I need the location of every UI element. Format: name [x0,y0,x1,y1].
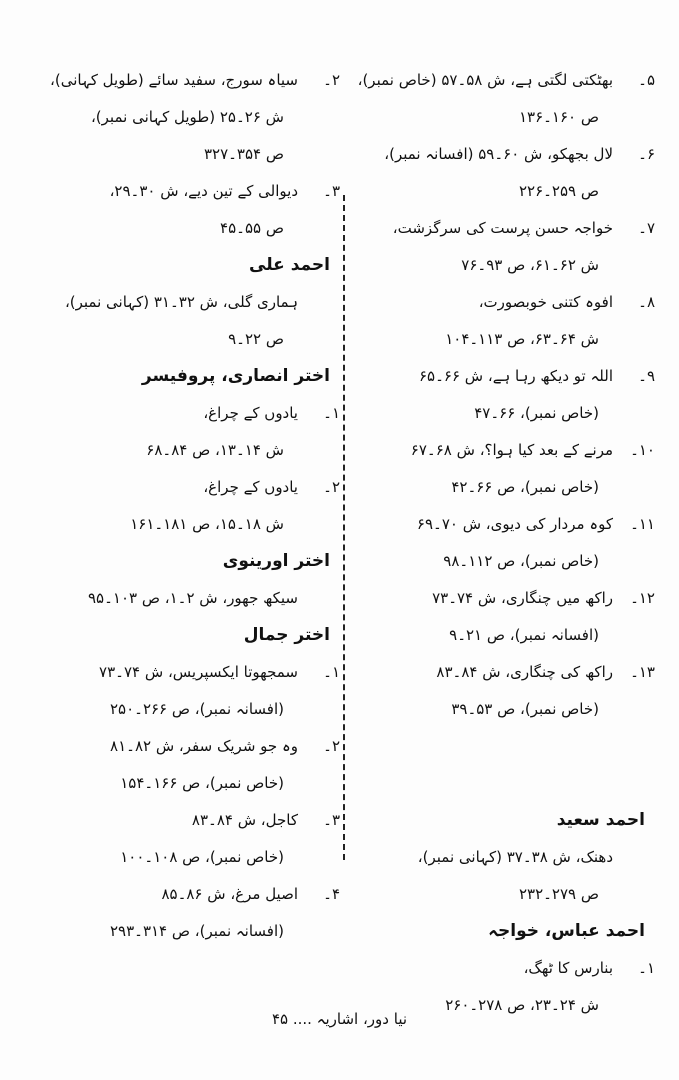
entry-line [360,432,655,469]
entry-text: سیکھ جھور، ش ۲۔۱، ص ۱۰۳۔۹۵ [87,589,298,607]
entry-number: ۱۱۔ [630,515,655,533]
entry-line [360,469,655,506]
entry-line [360,617,655,654]
author-heading: احمد سعید [556,810,645,830]
entry-text: ش ۱۸۔۱۵، ص ۱۸۱۔۱۶۱ [130,515,284,533]
entry-line [40,728,340,765]
entry-text: دیوالی کے تین دیے، ش ۳۰۔۲۹، [109,182,298,200]
entry-number: ۲۔ [323,71,340,89]
entry-line [360,395,655,432]
entry-number: ۳۔ [323,811,340,829]
entry-number: ۱۔ [638,959,655,977]
author-heading: اختر انصاری، پروفیسر [141,366,330,386]
entry-number: ۲۔ [323,737,340,755]
entry-line [40,173,340,210]
entry-line [360,210,655,247]
entry-number: ۸۔ [638,293,655,311]
entry-text: (خاص نمبر)، ص ۱۶۶۔۱۵۴ [120,774,284,792]
right-column [357,62,655,1024]
entry-line [360,543,655,580]
entry-text: (افسانہ نمبر)، ص ۲۱۔۹ [449,626,599,644]
entry-text: کوہ مردار کی دیوی، ش ۷۰۔۶۹ [416,515,613,533]
entry-text: (افسانہ نمبر)، ص ۳۱۴۔۲۹۳ [109,922,284,940]
entry-text: ص ۳۵۴۔۳۲۷ [203,145,284,163]
entry-text: ہماری گلی، ش ۳۲۔۳۱ (کہانی نمبر)، [64,293,298,311]
entry-line [40,802,340,839]
entry-text: سمجھوتا ایکسپریس، ش ۷۴۔۷۳ [99,663,298,681]
entry-text: ش ۶۲۔۶۱، ص ۹۳۔۷۶ [461,256,599,274]
entry-number: ۱۔ [323,663,340,681]
entry-line [360,839,655,876]
entry-number: ۷۔ [638,219,655,237]
entry-number: ۱۲۔ [630,589,655,607]
entry-text: دھنک، ش ۳۸۔۳۷ (کہانی نمبر)، [417,848,613,866]
entry-number: ۹۔ [638,367,655,385]
entry-line [360,136,655,173]
entry-text: (خاص نمبر)، ص ۱۱۲۔۹۸ [443,552,599,570]
author-heading: احمد عباس، خواجہ [488,921,645,941]
entry-text: (خاص نمبر)، ص ۶۶۔۴۲ [451,478,599,496]
entry-line [40,395,340,432]
entry-line [40,136,340,173]
entry-text: ش ۶۴۔۶۳، ص ۱۱۳۔۱۰۴ [445,330,599,348]
entry-line [40,99,340,136]
entry-text: ش ۲۴۔۲۳، ص ۲۷۸۔۲۶۰ [445,996,599,1014]
entry-line [40,654,340,691]
entry-text: ص ۲۲۔۹ [228,330,284,348]
entry-line [40,839,340,876]
entry-text: لال بجھکو، ش ۶۰۔۵۹ (افسانہ نمبر)، [384,145,613,163]
entry-line [357,62,655,99]
entry-text: (خاص نمبر)، ص ۱۰۸۔۱۰۰ [120,848,284,866]
entry-text: ص ۲۵۹۔۲۲۶ [518,182,599,200]
entry-number: ۱۰۔ [630,441,655,459]
entry-line [40,876,340,913]
entry-line [360,654,655,691]
entry-line [40,62,340,99]
entry-text: خواجہ حسن پرست کی سرگزشت، [392,219,613,237]
entry-line [360,321,655,358]
entry-text: سیاہ سورج، سفید سائے (طویل کہانی)، [50,71,298,89]
entry-line [40,432,340,469]
entry-line [40,469,340,506]
entry-line [360,580,655,617]
entry-number: ۱۔ [323,404,340,422]
entry-line [360,173,655,210]
entry-line [360,284,655,321]
entry-line [40,913,340,950]
entry-text: اللہ تو دیکھ رہا ہے، ش ۶۶۔۶۵ [418,367,613,385]
entry-line [40,765,340,802]
entry-line [360,506,655,543]
entry-text: کاجل، ش ۸۴۔۸۳ [191,811,298,829]
entry-line [40,321,340,358]
entry-text: بنارس کا ٹھگ، [523,959,613,977]
entry-number: ۶۔ [638,145,655,163]
entry-text: اصیل مرغ، ش ۸۶۔۸۵ [161,885,298,903]
entry-line [360,876,655,913]
entry-text: وہ جو شریک سفر، ش ۸۲۔۸۱ [110,737,298,755]
entry-text: مرنے کے بعد کیا ہوا؟، ش ۶۸۔۶۷ [410,441,613,459]
entry-text: یادوں کے چراغ، [203,404,298,422]
page-footer: نیا دور، اشاریہ .... ۴۵ [271,1010,408,1028]
entry-text: ص ۲۷۹۔۲۳۲ [518,885,599,903]
entry-line [360,247,655,284]
entry-line [360,728,655,765]
entry-number: ۲۔ [323,478,340,496]
entry-text: ص ۵۵۔۴۵ [220,219,284,237]
entry-line [360,358,655,395]
entry-number: ۳۔ [323,182,340,200]
entry-text: (افسانہ نمبر)، ص ۲۶۶۔۲۵۰ [109,700,284,718]
entry-line [40,691,340,728]
entry-text: راکھ کی چنگاری، ش ۸۴۔۸۳ [436,663,613,681]
entry-text: یادوں کے چراغ، [203,478,298,496]
entry-number: ۵۔ [638,71,655,89]
entry-text: ش ۲۶۔۲۵ (طویل کہانی نمبر)، [90,108,284,126]
entry-text: (خاص نمبر)، ص ۵۳۔۳۹ [451,700,599,718]
column-divider [343,195,345,860]
author-heading: اختر جمال [243,625,330,645]
entry-line [360,765,655,802]
entry-text: بھٹکتی لگتی ہے، ش ۵۸۔۵۷ (خاص نمبر)، [357,71,613,89]
entry-text: راکھ میں چنگاری، ش ۷۴۔۷۳ [432,589,613,607]
entry-line [40,506,340,543]
entry-text: ش ۱۴۔۱۳، ص ۸۴۔۶۸ [146,441,284,459]
entry-text: افوہ کتنی خوبصورت، [478,293,613,311]
entry-line [40,210,340,247]
author-heading: اختر اورینوی [222,551,330,571]
entry-text: (خاص نمبر)، ۶۶۔۴۷ [474,404,599,422]
entry-number: ۴۔ [323,885,340,903]
entry-line [40,580,340,617]
left-column [40,62,340,950]
author-heading: احمد علی [249,255,330,275]
entry-line [360,691,655,728]
entry-line [360,950,655,987]
entry-number: ۱۳۔ [630,663,655,681]
entry-line [360,99,655,136]
entry-line [40,284,340,321]
entry-text: ص ۱۶۰۔۱۳۶ [518,108,599,126]
